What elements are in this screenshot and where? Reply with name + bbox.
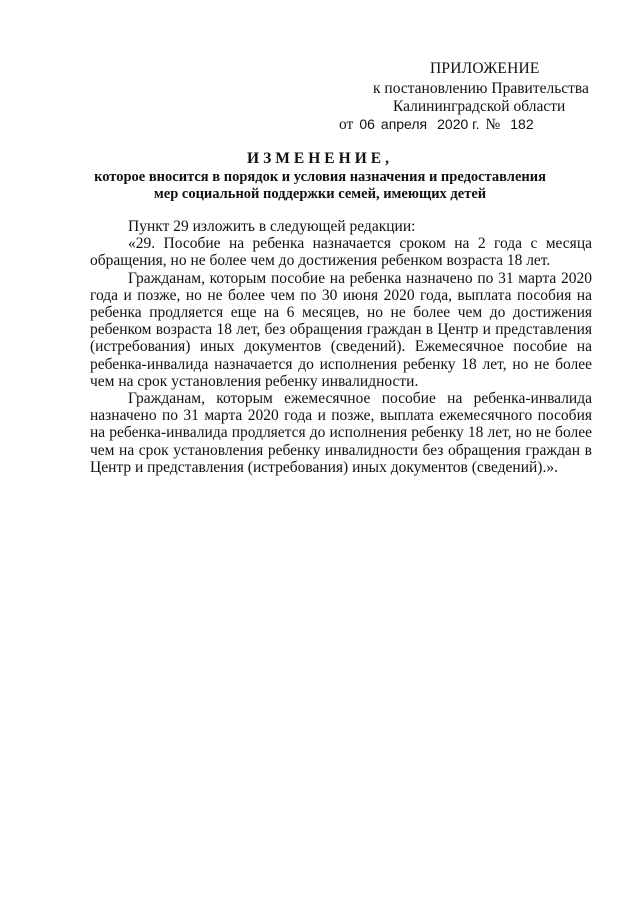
paragraph-intro: Пункт 29 изложить в следующей редакции: xyxy=(128,218,416,235)
paragraph-extension: Гражданам, которым пособие на ребенка назначено по 31 марта 2020 года и позже, но не более чем по 30 июня 2020 года, выплата пособия на ребенка продляется еще на 6 месяцев, но не более чем до достижения ребенком возраста 18 лет, без обращения граждан в Центр и представления (истребования) иных документов (сведений). Ежемесячное пособие на ребенка-инвалида назначается до исполнения ребенку 18 лет, но не более чем на срок установления ребенку инвалидности. xyxy=(90,269,592,390)
date-month: апреля xyxy=(380,116,428,132)
document-subheading-line2: мер социальной поддержки семей, имеющих детей xyxy=(153,186,487,202)
document-number: 182 xyxy=(510,116,534,132)
appendix-date-line xyxy=(339,116,534,134)
paragraph-item-29: «29. Пособие на ребенка назначается сроком на 2 года с месяца обращения, но не более чем до достижения ребенком возраста 18 лет. xyxy=(90,235,592,270)
number-sign: № xyxy=(485,116,501,133)
date-day: 06 xyxy=(359,116,375,132)
date-prefix: от xyxy=(339,116,354,133)
paragraph-disabled-child: Гражданам, которым ежемесячное пособие на ребенка-инвалида назначено по 31 марта 2020 года и позже, выплата ежемесячного пособия на ребенка-инвалида продляется до исполнения ребенку 18 лет, но не более чем на срок установления ребенку инвалидности без обращения граждан в Центр и представления (истребования) иных документов (сведений).». xyxy=(90,390,592,476)
appendix-title: ПРИЛОЖЕНИЕ xyxy=(430,60,540,77)
date-year: 2020 г. xyxy=(437,116,480,132)
document-body xyxy=(90,218,592,476)
document-heading: ИЗМЕНЕНИЕ, xyxy=(247,150,393,167)
document-subheading-line1: которое вносится в порядок и условия назначения и предоставления xyxy=(94,169,546,185)
appendix-line-resolution: к постановлению Правительства xyxy=(373,80,589,97)
appendix-line-region: Калининградской области xyxy=(393,98,566,115)
